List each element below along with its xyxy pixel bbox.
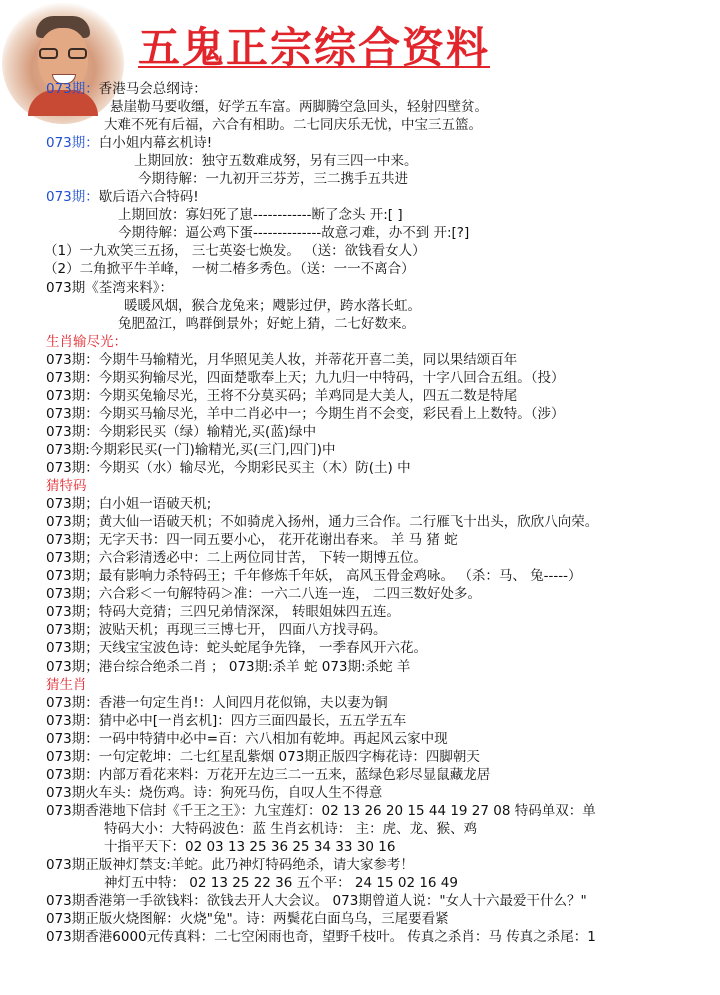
line-text: 073期；黄大仙一语破天机；不如骑虎入扬州，通力三合作。二行雁飞十出头，欣欣八向荣。	[46, 514, 599, 531]
text-line	[0, 188, 720, 206]
line-text: 上期回放：独守五数难成努，另有三四一中来。	[134, 153, 418, 170]
issue-suffix: 期：	[71, 135, 99, 152]
text-line	[0, 910, 720, 928]
text-line	[0, 784, 720, 802]
line-text: 香港马会总纲诗：	[98, 81, 207, 97]
text-line	[0, 297, 720, 315]
text-line	[0, 495, 720, 513]
line-text: 073期；港台综合绝杀二肖 ； 073期:杀羊 蛇 073期:杀蛇 羊	[46, 658, 411, 675]
line-text: 073期：一码中特猜中必中=百：六八相加有乾坤。再起风云家中现	[46, 730, 448, 747]
text-line	[0, 260, 720, 278]
text-line	[0, 423, 720, 441]
section-title: 生肖输尽光：	[46, 333, 127, 350]
line-text: 073期；无字天书：四一同五要小心， 花开花谢出春来。 羊 马 猪 蛇	[46, 532, 458, 549]
line-text: 073期；特码大竞猜；三四兄弟情深深， 转眼姐妹四五连。	[46, 604, 401, 621]
line-text: 073期正版火烧图解：火烧"兔"。诗：两鬓花白面乌乌，三尾要看紧	[46, 911, 449, 928]
line-text: 上期回放：寡妇死了崽------------断了念头 开:[ ]	[118, 207, 403, 224]
text-line	[0, 802, 720, 820]
text-line	[0, 766, 720, 784]
text-line	[0, 134, 720, 152]
text-line	[0, 928, 720, 946]
line-text: 073期：一句定乾坤：二七红星乱紫烟 073期正版四字梅花诗：四脚朝天	[46, 748, 480, 765]
text-line	[0, 658, 720, 676]
line-text: 073期：今期买兔输尽光，王将不分莫买码；羊鸡同是大美人，四五二数是特尾	[46, 387, 518, 404]
issue-number: 073	[46, 81, 72, 97]
text-line	[0, 279, 720, 297]
line-text: 073期：今期彩民买（绿）输精光,买(蓝)绿中	[46, 423, 317, 440]
line-text: 073期：今期牛马输精光，月华照见美人妆，并蒂花开喜二美，同以果结颂百年	[46, 351, 518, 368]
text-line	[0, 351, 720, 369]
text-line	[0, 874, 720, 892]
issue-number: 073	[46, 135, 72, 152]
line-text: 073期：猜中必中[一肖玄机]：四方三面四最长，五五学五车	[46, 712, 407, 729]
text-line	[0, 585, 720, 603]
text-line	[0, 603, 720, 621]
text-line	[0, 369, 720, 387]
line-text: 白小姐内幕玄机诗!	[98, 135, 213, 152]
text-line	[0, 639, 720, 657]
text-line	[0, 116, 720, 134]
line-text: 悬崖勒马要收缰，好学五车富。两脚腾空急回头，轻射四壁贫。	[110, 99, 488, 116]
text-line	[0, 206, 720, 224]
text-line	[0, 748, 720, 766]
line-text: 073期；天线宝宝波色诗：蛇头蛇尾争先锋， 一季春风开六花。	[46, 640, 428, 657]
line-text: 073期；六合彩清透必中：二上两位同甘苦， 下转一期博五位。	[46, 550, 428, 567]
text-line	[0, 98, 720, 116]
line-text: 073期火车头：烧伤鸡。诗：狗死马伤，自叹人生不得意	[46, 784, 383, 801]
line-text: 今期待解：一九初开三芬芳，三二携手五共进	[138, 171, 408, 188]
line-text: 特码大小：大特码波色：蓝 生肖玄机诗： 主：虎、龙、猴、鸡	[104, 820, 478, 837]
text-line	[0, 441, 720, 459]
line-text: 暖暖风烟，猴合龙兔来；飕影过伊，跨水落长虹。	[124, 297, 421, 314]
text-line	[0, 856, 720, 874]
text-line	[0, 567, 720, 585]
line-text: 073期；六合彩＜一句解特码＞准：一六二八连一连， 二四三数好处多。	[46, 586, 482, 603]
text-line	[0, 820, 720, 838]
page-title: 五鬼正宗综合资料	[138, 23, 491, 72]
section-title: 猜特码	[46, 478, 87, 495]
section-heading	[0, 676, 720, 694]
text-line	[0, 838, 720, 856]
line-text: 073期；白小姐一语破天机;	[46, 496, 212, 513]
section-title: 猜生肖	[46, 676, 87, 693]
issue-number: 073	[46, 189, 72, 206]
section-heading	[0, 333, 720, 351]
text-line	[0, 459, 720, 477]
line-text: 神灯五中特： 02 13 25 22 36 五个平： 24 15 02 16 49	[104, 875, 458, 892]
text-line	[0, 224, 720, 242]
text-line	[0, 531, 720, 549]
text-line	[0, 152, 720, 170]
line-text: 073期《荃湾来料》：	[46, 279, 174, 296]
text-line	[0, 80, 720, 98]
line-text: 073期：今期买狗输尽光，四面楚歌奉上天；九九归一中特码，十字八回合五组。（投）	[46, 369, 565, 386]
line-text: 073期：今期买（水）输尽光，今期彩民买主（木）防(土) 中	[46, 459, 411, 476]
line-text: 073期：今期买马输尽光，羊中二肖必中一；今期生肖不会变，彩民看上上数特。（涉）	[46, 405, 565, 422]
text-line	[0, 405, 720, 423]
line-text: 073期香港6000元传真料：二七空闲雨也奇，望野千枝叶。 传真之杀肖：马 传真之杀尾：1	[46, 929, 596, 946]
line-text: 十指平天下：02 03 13 25 36 25 34 33 30 16	[104, 838, 396, 855]
text-line	[0, 712, 720, 730]
line-text: 073期：香港一句定生肖!：人间四月花似锦，夫以妻为铜	[46, 694, 388, 711]
text-line	[0, 892, 720, 910]
text-line	[0, 621, 720, 639]
line-text: 今期待解：逼公鸡下蛋--------------故意刁难，办不到 开:[?]	[118, 225, 470, 242]
line-text: 073期香港第一手欲钱料：欲钱去开人大会议。 073期曾道人说："女人十六最爱干什么？"	[46, 893, 587, 910]
document-body	[0, 80, 720, 946]
text-line	[0, 170, 720, 188]
text-line	[0, 242, 720, 260]
line-text: （2）二角掀平牛羊峰， 一树二椿多秀色。（送：一一不离合）	[44, 261, 415, 278]
line-text: 073期:今期彩民买(一门)输精光,买(三门,四门)中	[46, 441, 336, 458]
text-line	[0, 387, 720, 405]
text-line	[0, 315, 720, 333]
line-text: 大难不死有后福，六合有相助。二七同庆乐无忧，中宝三五篮。	[104, 117, 482, 134]
line-text: 073期正版神灯禁支:羊蛇。此乃神灯特码绝杀，请大家参考！	[46, 857, 414, 874]
line-text: 073期；波贴天机；再现三三博七开， 四面八方找寻码。	[46, 622, 387, 639]
line-text: 073期：内部万看花来料：万花开左边三二一五来，蓝绿色彩尽显鼠藏龙居	[46, 766, 491, 783]
line-text: 073期；最有影响力杀特码王；千年修炼千年妖， 高风玉骨金鸡咏。 （杀：马、 兔-----）	[46, 568, 582, 585]
issue-suffix: 期：	[71, 81, 99, 97]
text-line	[0, 549, 720, 567]
issue-suffix: 期：	[71, 189, 99, 206]
section-heading	[0, 477, 720, 495]
line-text: 073期香港地下信封《千王之王》：九宝莲灯：02 13 26 20 15 44 19 27 08 特码单双：单	[46, 802, 596, 819]
text-line	[0, 694, 720, 712]
line-text: 兔肥盈江，鸣群倒景外；好蛇上猜，二七好数来。	[118, 315, 415, 332]
line-text: （1）一九欢笑三五扬， 三七英姿七焕发。 （送：欲钱看女人）	[44, 243, 426, 260]
text-line	[0, 730, 720, 748]
text-line	[0, 513, 720, 531]
line-text: 歇后语六合特码!	[98, 189, 199, 206]
